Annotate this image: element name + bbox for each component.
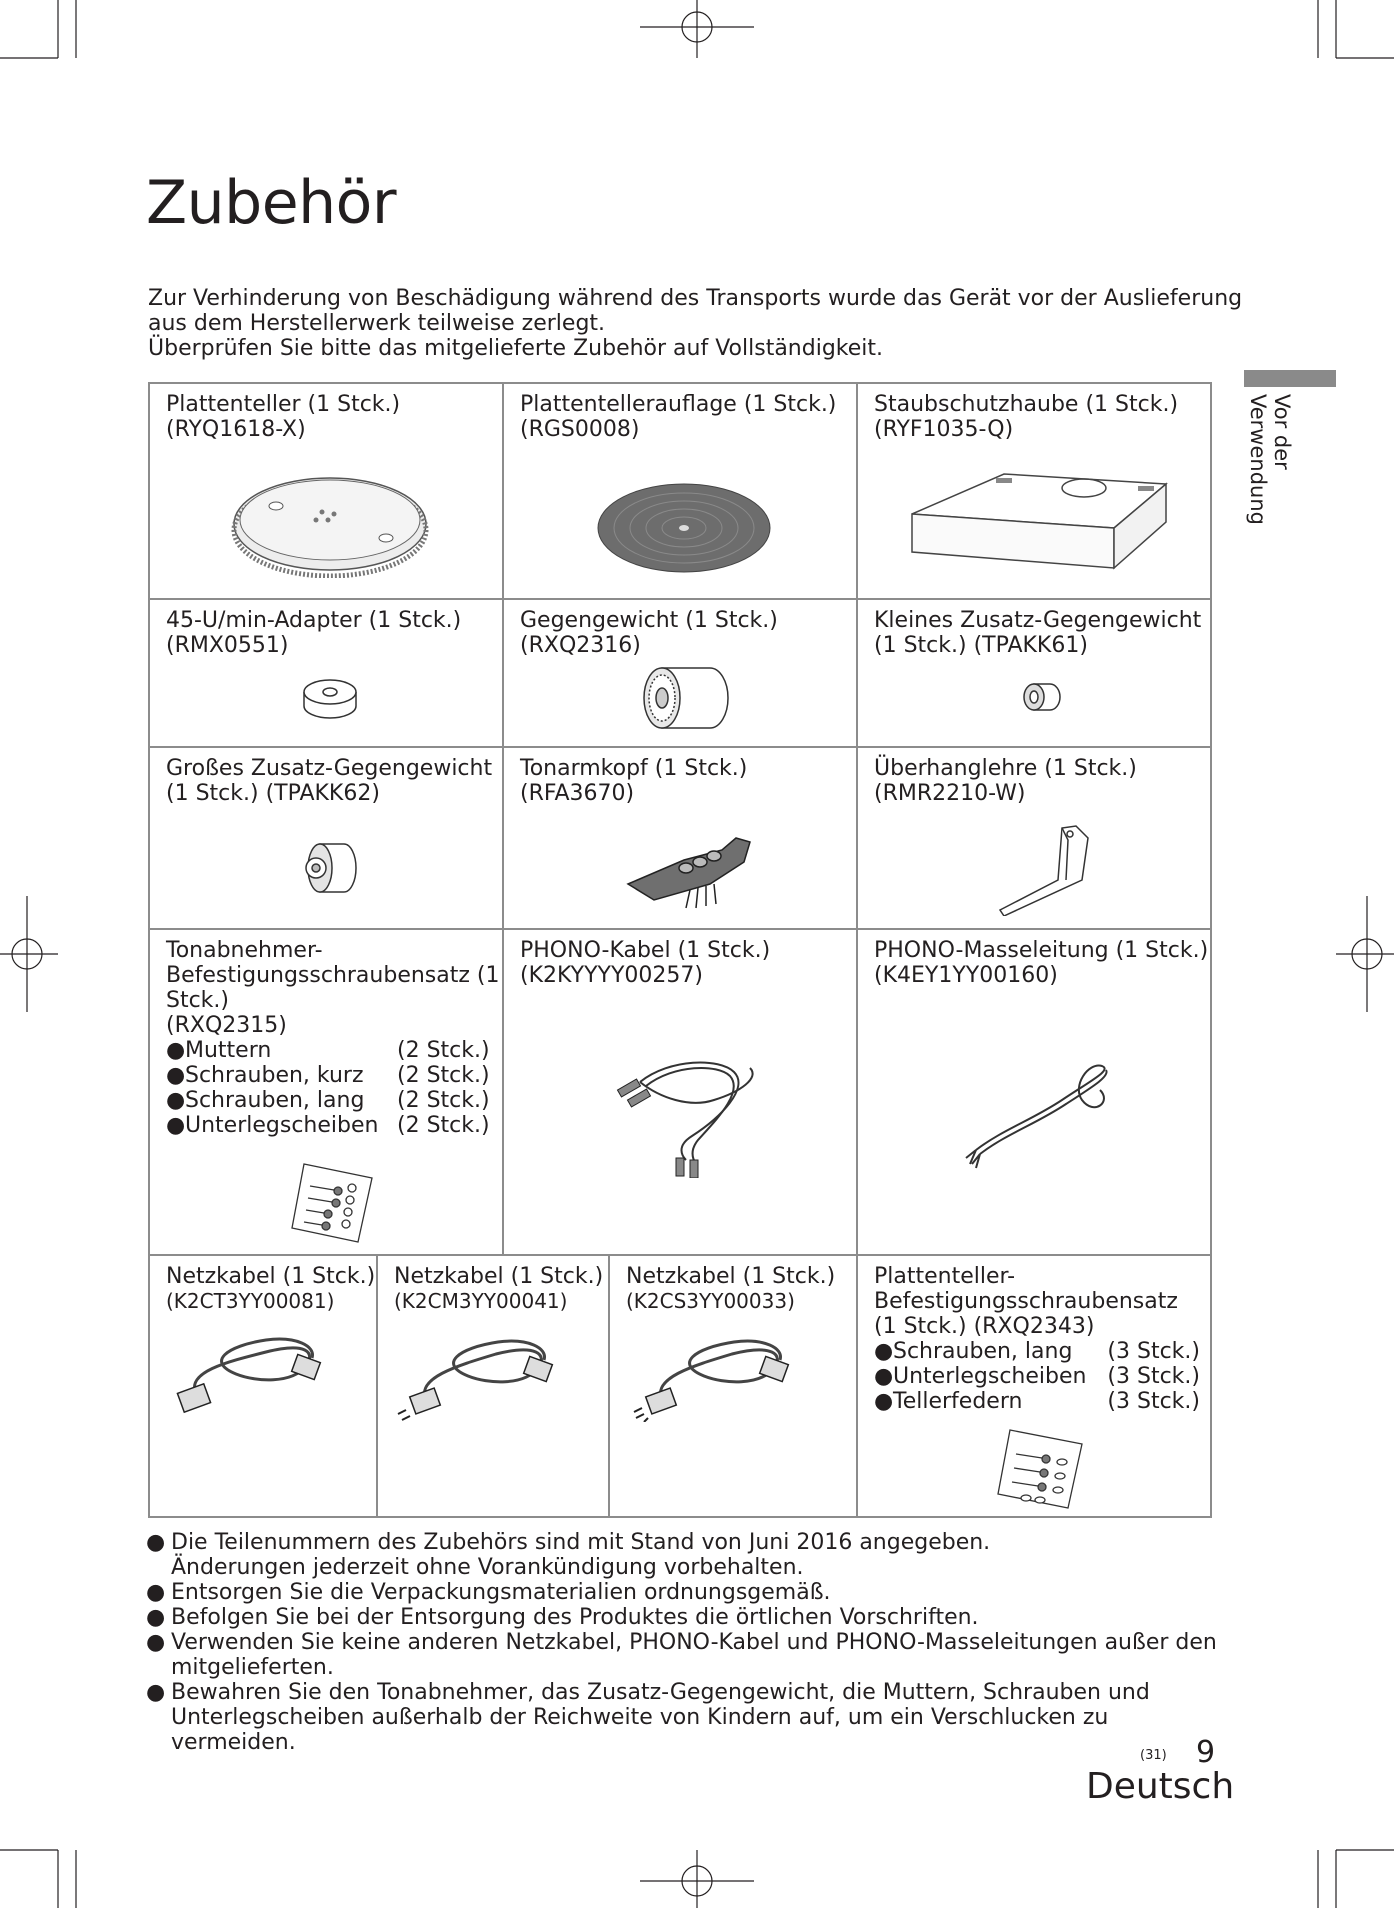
- cell-text: [874, 756, 1137, 806]
- item-part-number: (K4EY1YY00160): [874, 963, 1058, 988]
- item-name: PHONO-Masseleitung (1 Stck.): [874, 938, 1209, 963]
- note-item: ● Verwenden Sie keine anderen Netzkabel, PHONO-Kabel und PHONO-Masseleitungen außer den mitgelieferten.: [146, 1630, 1217, 1680]
- note-item: ● Die Teilenummern des Zubehörs sind mit Stand von Juni 2016 angegeben. Änderungen jederzeit ohne Vorankündigung vorbehalten.: [146, 1530, 991, 1580]
- cell-text: [520, 392, 836, 442]
- item-part-number: (K2CM3YY00041): [394, 1289, 568, 1313]
- adapter-illustration: [302, 676, 358, 722]
- cell-text: [520, 756, 747, 806]
- notes-list: [146, 1530, 1236, 1755]
- cell-text: [166, 608, 461, 658]
- item-name: Netzkabel (1 Stck.): [166, 1264, 376, 1289]
- cell-text: [166, 1264, 375, 1314]
- bullet-item: ● Unterlegscheiben (2 Stck.): [166, 1113, 490, 1138]
- item-name: Netzkabel (1 Stck.): [626, 1264, 836, 1289]
- accessory-cell-small-sub-weight: [856, 598, 1212, 748]
- cell-text: [520, 938, 770, 988]
- accessory-cell-power-cord-ch: [608, 1254, 858, 1518]
- language-label: Deutsch: [1086, 1766, 1235, 1807]
- accessory-cell-mat: [502, 382, 858, 600]
- item-name: Plattenteller-: [874, 1264, 1016, 1289]
- item-part-number: (RXQ2316): [520, 633, 641, 658]
- item-name: Tonarmkopf (1 Stck.): [520, 756, 748, 781]
- accessory-cell-counterweight: [502, 598, 858, 748]
- item-name: Staubschutzhaube (1 Stck.): [874, 392, 1179, 417]
- screw-set-bag-illustration: [996, 1426, 1086, 1510]
- accessory-cell-phono-earth-lead: [856, 928, 1212, 1256]
- phono-cable-illustration: [610, 1048, 770, 1178]
- item-part-number: (K2CS3YY00033): [626, 1289, 795, 1313]
- cell-text: [874, 1264, 1200, 1414]
- note-item: ● Bewahren Sie den Tonabnehmer, das Zusatz-Gegengewicht, die Muttern, Schrauben und Unterlegscheiben außerhalb der Reichweite von Kindern auf, um ein Verschlucken zu vermeiden.: [146, 1680, 1150, 1755]
- item-name: Kleines Zusatz-Gegengewicht: [874, 608, 1202, 633]
- cell-text: [626, 1264, 835, 1314]
- item-part-number: (K2KYYYY00257): [520, 963, 703, 988]
- item-part-number: (1 Stck.) (RXQ2343): [874, 1314, 1095, 1339]
- item-name: Befestigungsschraubensatz: [874, 1289, 1178, 1314]
- intro-line: Zur Verhinderung von Beschädigung während des Transports wurde das Gerät vor der Auslieferung: [148, 286, 1243, 311]
- item-part-number: (RFA3670): [520, 781, 635, 806]
- page-code: (31): [1140, 1748, 1167, 1763]
- item-part-number: (RYF1035-Q): [874, 417, 1014, 442]
- accessory-cell-large-sub-weight: [148, 746, 504, 930]
- mat-illustration: [596, 480, 772, 576]
- accessory-cell-power-cord-uk: [148, 1254, 378, 1518]
- item-part-number: (1 Stck.) (TPAKK61): [874, 633, 1088, 658]
- section-tab-bar: [1244, 370, 1336, 387]
- accessory-cell-cartridge-screw-set: [148, 928, 504, 1256]
- item-part-number: (RXQ2315): [166, 1013, 287, 1038]
- cell-text: [874, 392, 1178, 442]
- small-sub-weight-illustration: [1022, 682, 1062, 712]
- item-name: PHONO-Kabel (1 Stck.): [520, 938, 771, 963]
- large-sub-weight-illustration: [302, 840, 358, 896]
- bullet-item: ● Tellerfedern (3 Stck.): [874, 1389, 1200, 1414]
- bullet-item: ● Unterlegscheiben (3 Stck.): [874, 1364, 1200, 1389]
- accessory-cell-platter: [148, 382, 504, 600]
- cell-text: [166, 392, 400, 442]
- platter-illustration: [230, 468, 430, 578]
- intro-text: [148, 286, 1243, 361]
- section-tab-line: Vor der: [1270, 394, 1294, 470]
- page-title: Zubehör: [146, 168, 397, 238]
- accessory-cell-phono-cable: [502, 928, 858, 1256]
- item-name: Netzkabel (1 Stck.): [394, 1264, 604, 1289]
- item-name: 45-U/min-Adapter (1 Stck.): [166, 608, 462, 633]
- headshell-illustration: [624, 834, 754, 914]
- intro-line: Überprüfen Sie bitte das mitgelieferte Zubehör auf Vollständigkeit.: [148, 336, 884, 361]
- item-name: Gegengewicht (1 Stck.): [520, 608, 778, 633]
- counterweight-illustration: [640, 664, 730, 734]
- accessory-cell-power-cord-eu: [376, 1254, 610, 1518]
- bullet-item: ● Schrauben, lang (2 Stck.): [166, 1088, 490, 1113]
- item-part-number: (RYQ1618-X): [166, 417, 306, 442]
- item-name: Befestigungsschraubensatz (1: [166, 963, 500, 988]
- bullet-item: ● Muttern (2 Stck.): [166, 1038, 490, 1063]
- overhang-gauge-illustration: [996, 824, 1092, 916]
- accessory-cell-platter-screw-set: [856, 1254, 1212, 1518]
- section-tab-label: [1246, 394, 1294, 534]
- intro-line: aus dem Herstellerwerk teilweise zerlegt.: [148, 311, 606, 336]
- page-number: 9: [1196, 1735, 1216, 1770]
- accessory-cell-overhang-gauge: [856, 746, 1212, 930]
- item-part-number: (RGS0008): [520, 417, 640, 442]
- earth-lead-illustration: [962, 1060, 1122, 1170]
- item-name: Tonabnehmer-: [166, 938, 323, 963]
- section-tab-line: Verwendung: [1246, 394, 1270, 525]
- item-part-number: (RMR2210-W): [874, 781, 1026, 806]
- cell-text: [874, 938, 1208, 988]
- accessory-cell-45-adapter: [148, 598, 504, 748]
- power-cord-illustration: [632, 1322, 798, 1422]
- item-part-number: (K2CT3YY00081): [166, 1289, 335, 1313]
- cell-text: [520, 608, 778, 658]
- cell-text: [394, 1264, 603, 1314]
- item-name: Überhanglehre (1 Stck.): [874, 756, 1137, 781]
- item-name: Großes Zusatz-Gegengewicht: [166, 756, 493, 781]
- power-cord-illustration: [396, 1322, 562, 1422]
- dust-cover-illustration: [908, 468, 1170, 578]
- cell-text: [166, 938, 500, 1138]
- bullet-item: ● Schrauben, lang (3 Stck.): [874, 1339, 1200, 1364]
- item-name: Plattentellerauflage (1 Stck.): [520, 392, 837, 417]
- note-item: ● Befolgen Sie bei der Entsorgung des Produktes die örtlichen Vorschriften.: [146, 1605, 979, 1630]
- bullet-item: ● Schrauben, kurz (2 Stck.): [166, 1063, 490, 1088]
- screw-set-bag-illustration: [290, 1160, 374, 1244]
- item-name: Stck.): [166, 988, 230, 1013]
- note-item: ● Entsorgen Sie die Verpackungsmaterialien ordnungsgemäß.: [146, 1580, 831, 1605]
- accessory-cell-headshell: [502, 746, 858, 930]
- accessory-cell-dust-cover: [856, 382, 1212, 600]
- cell-text: [874, 608, 1201, 658]
- power-cord-illustration: [166, 1322, 328, 1414]
- item-part-number: (1 Stck.) (TPAKK62): [166, 781, 380, 806]
- item-part-number: (RMX0551): [166, 633, 289, 658]
- item-name: Plattenteller (1 Stck.): [166, 392, 401, 417]
- cell-text: [166, 756, 492, 806]
